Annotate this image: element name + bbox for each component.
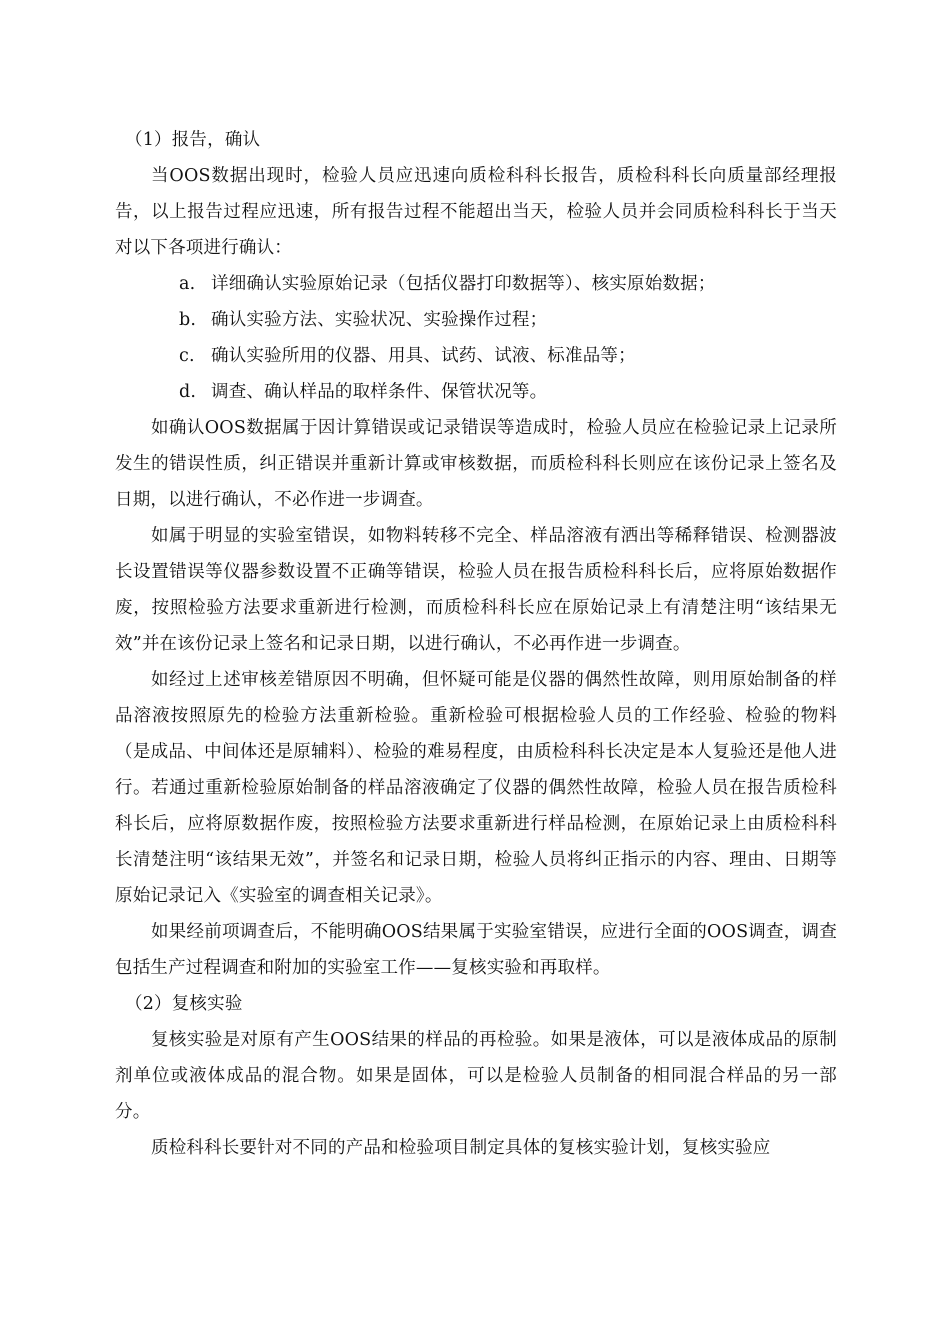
list-marker: b. [179,310,197,330]
paragraph-instrument-fault: 如经过上述审核差错原因不明确，但怀疑可能是仪器的偶然性故障，则用原始制备的样品溶液按照原先的检验方法重新检验。重新检验可根据检验人员的工作经验、检验的物料（是成品、中间体还是原辅料）、检验的难易程度，由质检科科长决定是本人复验还是他人进行。若通过重新检验原始制备的样品溶液确定了仪器的偶然性故障，检验人员在报告质检科科长后，应将原数据作废，按照检验方法要求重新进行样品检测，在原始记录上由质检科科长清楚注明“该结果无效”，并签名和记录日期，检验人员将纠正指示的内容、理由、日期等原始记录记入《实验室的调查相关记录》。 [115,670,837,906]
checklist-item-c [115,338,837,374]
list-item-text: 确认实验方法、实验状况、实验操作过程； [211,310,548,330]
paragraph-calculation-error: 如确认OOS数据属于因计算错误或记录错误等造成时，检验人员应在检验记录上记录所发生的错误性质，纠正错误并重新计算或审核数据，而质检科科长则应在该份记录上签名及日期，以进行确认，不必作进一步调查。 [115,418,837,510]
document-body [115,122,837,1166]
list-marker: d. [179,382,197,402]
paragraph-full-investigation: 如果经前项调查后，不能明确OOS结果属于实验室错误，应进行全面的OOS调查，调查包括生产过程调查和附加的实验室工作——复核实验和再取样。 [115,922,837,978]
list-item-text: 调查、确认样品的取样条件、保管状况等。 [211,382,548,402]
checklist-item-b [115,302,837,338]
section-2-heading: （2）复核实验 [125,994,243,1014]
section-1-heading: （1）报告，确认 [125,130,261,150]
section-1-intro: 当OOS数据出现时，检验人员应迅速向质检科科长报告，质检科科长向质量部经理报告，以上报告过程应迅速，所有报告过程不能超出当天，检验人员并会同质检科科长于当天对以下各项进行确认： [115,166,837,258]
checklist-item-d [115,374,837,410]
paragraph-lab-error: 如属于明显的实验室错误，如物料转移不完全、样品溶液有洒出等稀释错误、检测器波长设置错误等仪器参数设置不正确等错误，检验人员在报告质检科科长后，应将原始数据作废，按照检验方法要求重新进行检测，而质检科科长应在原始记录上有清楚注明“该结果无效”并在该份记录上签名和记录日期，以进行确认，不必再作进一步调查。 [115,526,837,654]
list-item-text: 详细确认实验原始记录（包括仪器打印数据等）、核实原始数据； [211,274,716,294]
paragraph-retest-plan: 质检科科长要针对不同的产品和检验项目制定具体的复核实验计划，复核实验应 [151,1138,771,1158]
list-item-text: 确认实验所用的仪器、用具、试药、试液、标准品等； [211,346,636,366]
paragraph-retest-definition: 复核实验是对原有产生OOS结果的样品的再检验。如果是液体，可以是液体成品的原制剂单位或液体成品的混合物。如果是固体，可以是检验人员制备的相同混合样品的另一部分。 [115,1030,837,1122]
list-marker: c. [179,346,195,366]
list-marker: a. [179,274,196,294]
checklist-item-a [115,266,837,302]
